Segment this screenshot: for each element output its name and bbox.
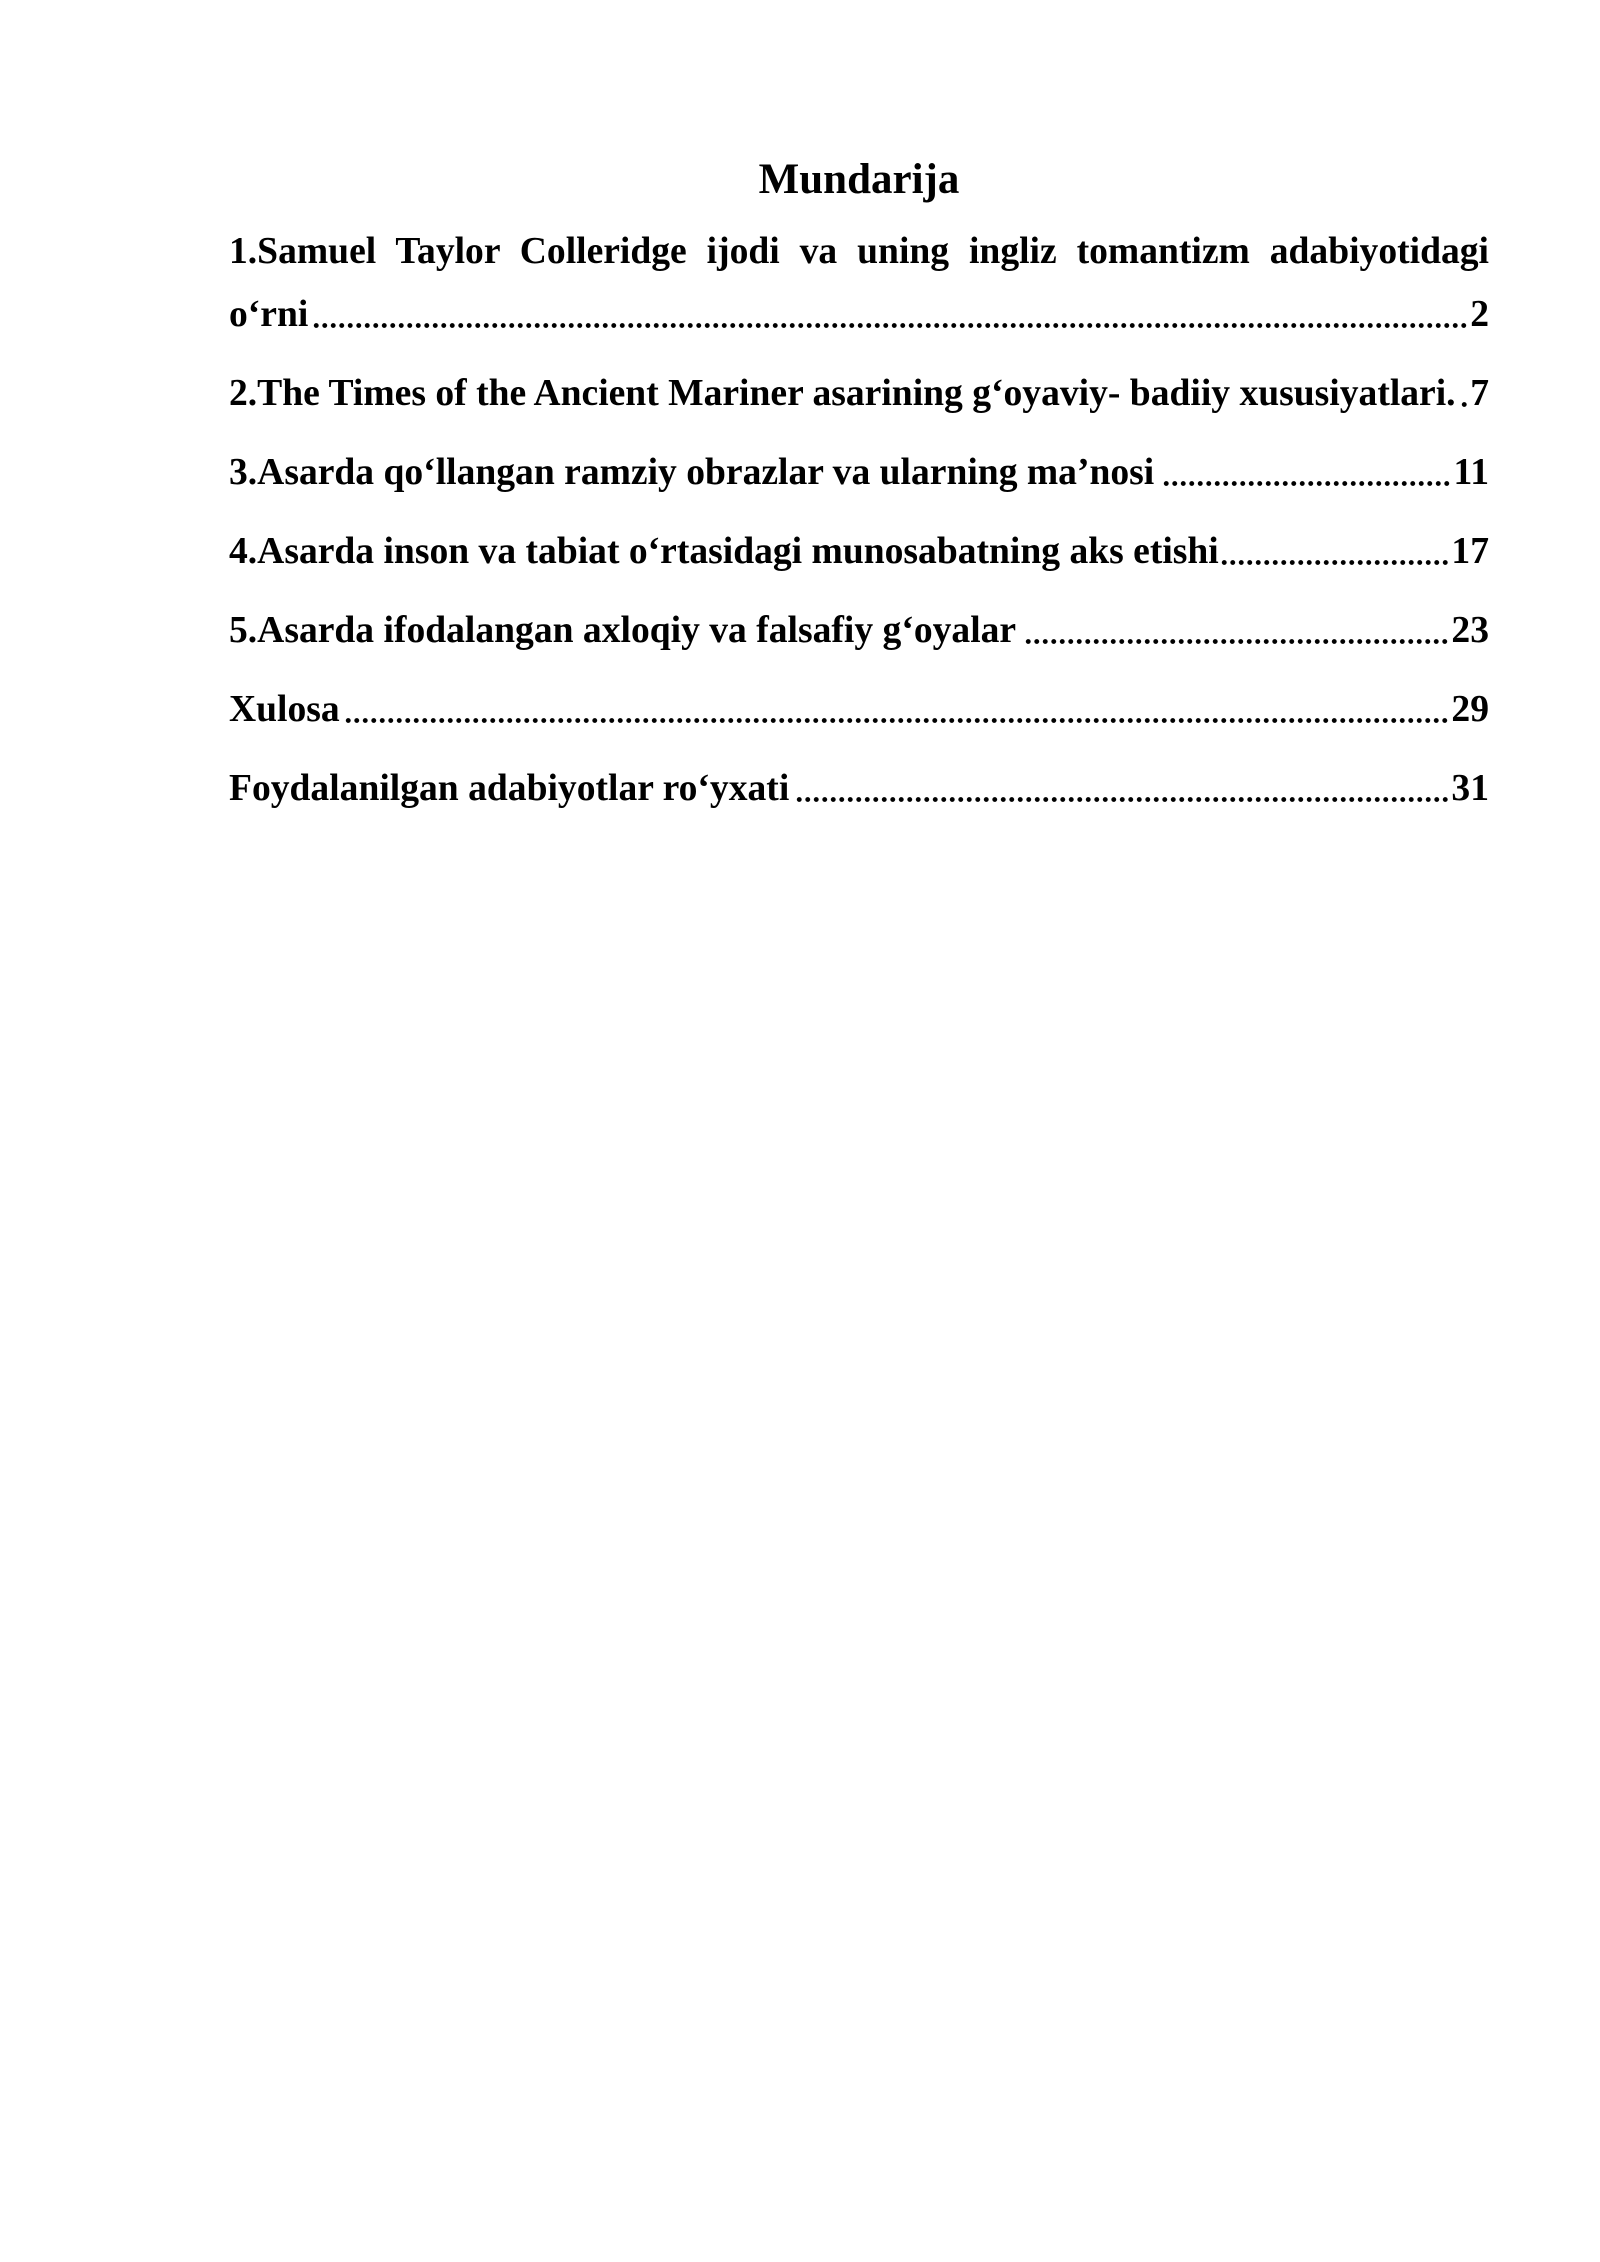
dot-leader xyxy=(795,757,1450,820)
toc-entry-title: 3.Asarda qo‘llangan ramziy obrazlar va ularning ma’nosi xyxy=(229,452,1155,493)
dot-leader xyxy=(1024,599,1449,662)
toc-entry-page-number: 2 xyxy=(1470,283,1489,346)
toc-entry xyxy=(229,678,1489,741)
dot-leader xyxy=(1220,520,1450,583)
toc-entry-title: 1.Samuel Taylor Colleridge ijodi va uning ingliz tomantizm adabiyotidagi o‘rni xyxy=(229,231,1489,335)
toc-entry-title: 5.Asarda ifodalangan axloqiy va falsafiy g‘oyalar xyxy=(229,610,1017,651)
dot-leader xyxy=(312,283,1468,346)
dot-leader xyxy=(344,678,1449,741)
toc-entry xyxy=(229,220,1489,346)
toc-entry-page-number: 7 xyxy=(1470,362,1489,425)
toc-entry-page-number: 23 xyxy=(1451,599,1489,662)
toc-entry-page-number: 11 xyxy=(1453,441,1489,504)
toc-entry-page-number: 17 xyxy=(1451,520,1489,583)
toc-entry-title: Xulosa xyxy=(229,689,340,730)
toc-entry xyxy=(229,520,1489,583)
toc-entry xyxy=(229,757,1489,820)
toc-entry-title: 2.The Times of the Ancient Mariner asarining g‘oyaviy- badiiy xususiyatlari. xyxy=(229,373,1456,414)
toc-entry xyxy=(229,362,1489,425)
toc-entry-page-number: 31 xyxy=(1451,757,1489,820)
toc-entry-title: 4.Asarda inson va tabiat o‘rtasidagi munosabatning aks etishi xyxy=(229,531,1219,572)
toc-heading: Mundarija xyxy=(758,156,960,203)
toc-entry-page-number: 29 xyxy=(1451,678,1489,741)
toc-entry xyxy=(229,599,1489,662)
toc-entry-title: Foydalanilgan adabiyotlar ro‘yxati xyxy=(229,768,790,809)
dot-leader xyxy=(1460,362,1469,425)
toc-entry xyxy=(229,441,1489,504)
table-of-contents xyxy=(229,155,1489,836)
dot-leader xyxy=(1162,441,1451,504)
